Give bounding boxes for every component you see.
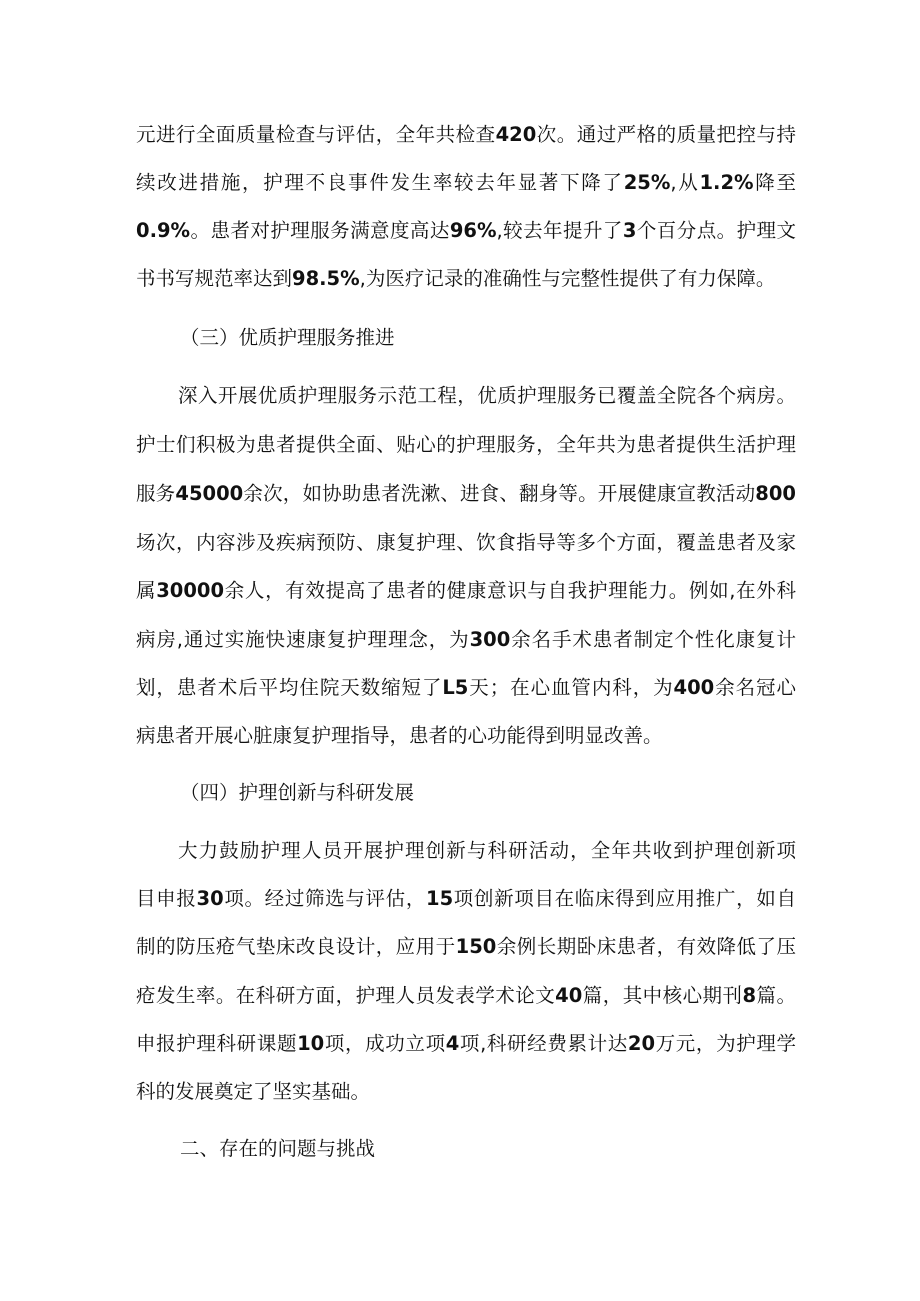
paragraph-line: 疮发生率。在科研方面，护理人员发表学术论文40篇，其中核心期刊8篇。 <box>136 984 796 1007</box>
paragraph-line: 服务45000余次，如协助患者洗漱、进食、翻身等。开展健康宣教活动800 <box>136 482 796 505</box>
paragraph-line: 大力鼓励护理人员开展护理创新与科研活动，全年共收到护理创新项 <box>178 839 796 862</box>
paragraph-line: 深入开展优质护理服务示范工程，优质护理服务已覆盖全院各个病房。 <box>178 384 796 407</box>
paragraph-line: 书书写规范率达到98.5%,为医疗记录的准确性与完整性提供了有力保障。 <box>136 267 776 290</box>
paragraph-line: 划，患者术后平均住院天数缩短了L5天；在心血管内科，为400余名冠心 <box>136 676 796 699</box>
paragraph-line: 场次，内容涉及疾病预防、康复护理、饮食指导等多个方面，覆盖患者及家 <box>136 531 796 554</box>
section-heading: （四）护理创新与科研发展 <box>180 781 415 804</box>
section-heading: 二、存在的问题与挑战 <box>180 1137 376 1160</box>
paragraph-line: 病患者开展心脏康复护理指导，患者的心功能得到明显改善。 <box>136 724 663 747</box>
paragraph-line: 制的防压疮气垫床改良设计，应用于150余例长期卧床患者，有效降低了压 <box>136 935 796 958</box>
paragraph-line: 0.9%。患者对护理服务满意度高达96%,较去年提升了3个百分点。护理文 <box>136 219 796 242</box>
paragraph-line: 护士们积极为患者提供全面、贴心的护理服务，全年共为患者提供生活护理 <box>136 433 796 456</box>
paragraph-line: 病房,通过实施快速康复护理理念，为300余名手术患者制定个性化康复计 <box>136 628 796 651</box>
section-heading: （三）优质护理服务推进 <box>180 326 395 349</box>
paragraph-line: 续改进措施，护理不良事件发生率较去年显著下降了25%,从1.2%降至 <box>136 171 796 194</box>
paragraph-line: 目申报30项。经过筛选与评估，15项创新项目在临床得到应用推广，如自 <box>136 887 796 910</box>
paragraph-line: 科的发展奠定了坚实基础。 <box>136 1080 371 1103</box>
paragraph-line: 元进行全面质量检查与评估，全年共检查420次。通过严格的质量把控与持 <box>136 123 796 146</box>
paragraph-line: 申报护理科研课题10项，成功立项4项,科研经费累计达20万元，为护理学 <box>136 1032 796 1055</box>
paragraph-line: 属30000余人，有效提高了患者的健康意识与自我护理能力。例如,在外科 <box>136 579 796 602</box>
